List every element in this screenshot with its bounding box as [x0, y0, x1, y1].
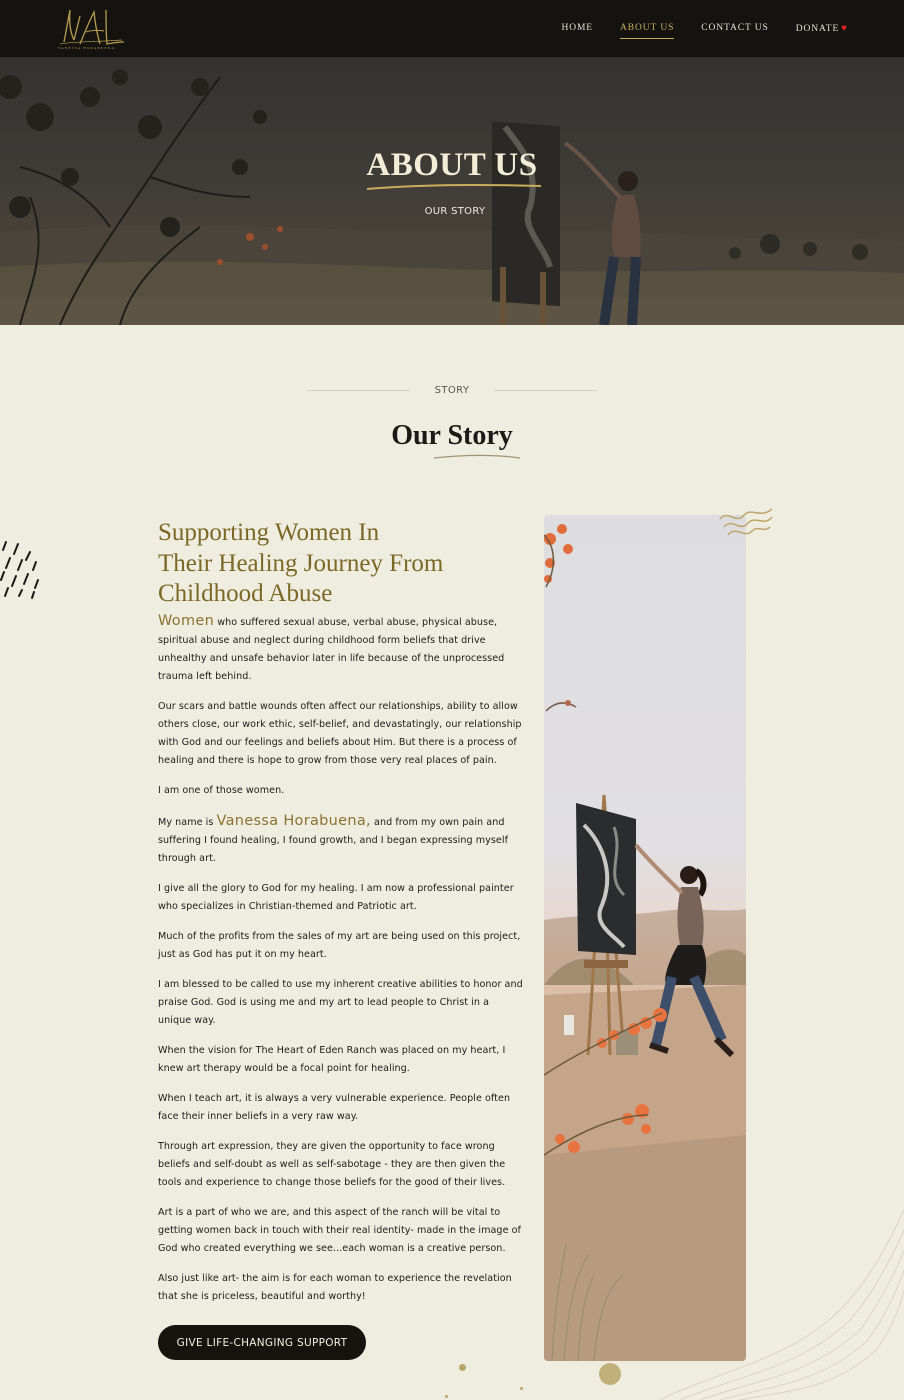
section-title: Our Story — [391, 420, 513, 451]
main-menu — [561, 23, 848, 34]
nav-donate-link[interactable] — [796, 23, 848, 34]
name-highlight: Vanessa Horabuena, — [216, 812, 371, 829]
donate-label: DONATE — [795, 24, 840, 34]
gold-dot-tiny-2 — [445, 1395, 448, 1398]
paragraph-4-pre: My name is — [158, 816, 217, 828]
headline-line-1: Supporting Women In — [158, 519, 380, 546]
site-logo[interactable] — [56, 4, 126, 52]
paragraph-1-text: who suffered sexual abuse, verbal abuse, physical abuse, spiritual abuse and neglect during childhood form beliefs that drive unhealthy and unsafe behavior later in life because of the unprocessed trauma left behind. — [158, 616, 505, 682]
story-text-column — [158, 518, 523, 1318]
story-paragraph-9: When I teach art, it is always a very vulnerable experience. People often face their inner beliefs in a very raw way. — [158, 1092, 511, 1122]
top-navigation — [0, 0, 904, 57]
heart-icon: ♥ — [841, 23, 848, 34]
nav-home-link[interactable]: HOME — [561, 23, 594, 33]
women-highlight: Women — [158, 612, 215, 629]
headline-line-2: Their Healing Journey From — [158, 549, 444, 577]
hero-title-underline — [365, 182, 543, 192]
story-paragraph-6: Much of the profits from the sales of my art are being used on this project, just as God has put it on my heart. — [158, 930, 521, 960]
story-paragraph-5: I give all the glory to God for my healing. I am now a professional painter who specializes in Christian-themed and Patriotic art. — [158, 882, 514, 912]
paragraph-4-rest: and from my own pain and suffering I found healing, I found growth, and I began expressing myself through art. — [158, 816, 509, 864]
give-support-button[interactable]: GIVE LIFE-CHANGING SUPPORT — [158, 1325, 366, 1360]
story-paragraph-4 — [158, 812, 523, 868]
hero-title: ABOUT US — [366, 147, 538, 183]
story-paragraph-10: Through art expression, they are given the opportunity to face wrong beliefs and self-doubt as well as self-sabotage - they are then given the tools and experience to change those beliefs for the good of their lives. — [158, 1140, 506, 1188]
headline-line-3: Childhood Abuse — [158, 580, 333, 607]
dash-pattern-decoration — [0, 538, 44, 600]
story-paragraph-8: When the vision for The Heart of Eden Ranch was placed on my heart, I knew art therapy would be a focal point for healing. — [158, 1044, 506, 1074]
story-paragraph-7: I am blessed to be called to use my inherent creative abilities to honor and praise God. God is using me and my art to lead people to Christ in a unique way. — [158, 978, 523, 1026]
story-paragraph-11: Art is a part of who we are, and this aspect of the ranch will be vital to getting women back in touch with their real identity- made in the image of God who created everything we see...each woman is a creative person. — [158, 1206, 521, 1254]
story-paragraph-2: Our scars and battle wounds often affect our relationships, ability to allow others close, our work ethic, self-belief, and devastatingly, our relationship with God and our feelings and beliefs about Him. But there is a process of healing and there is hope to grow from those very real places of pain. — [158, 700, 522, 766]
gold-dot-tiny — [520, 1387, 523, 1390]
story-paragraph-1 — [158, 612, 523, 686]
nav-contact-link[interactable]: CONTACT US — [701, 23, 769, 33]
contour-lines-decoration — [640, 1200, 904, 1400]
gold-dot-small — [459, 1364, 466, 1371]
hero-banner — [0, 57, 904, 325]
squiggle-decoration — [718, 505, 774, 539]
logo-subtitle: VANESSA HORABUENA — [58, 46, 116, 50]
signature-logo-icon — [56, 4, 126, 52]
story-paragraph-3: I am one of those women. — [158, 784, 285, 796]
nav-about-link[interactable]: ABOUT US — [620, 23, 675, 33]
section-title-underline — [432, 452, 522, 462]
hero-subtitle: OUR STORY — [424, 206, 486, 217]
gold-dot-large — [599, 1363, 621, 1385]
story-headline — [158, 518, 523, 610]
section-eyebrow: STORY — [434, 385, 470, 396]
story-paragraph-12: Also just like art- the aim is for each woman to experience the revelation that she is priceless, beautiful and worthy! — [158, 1272, 512, 1302]
